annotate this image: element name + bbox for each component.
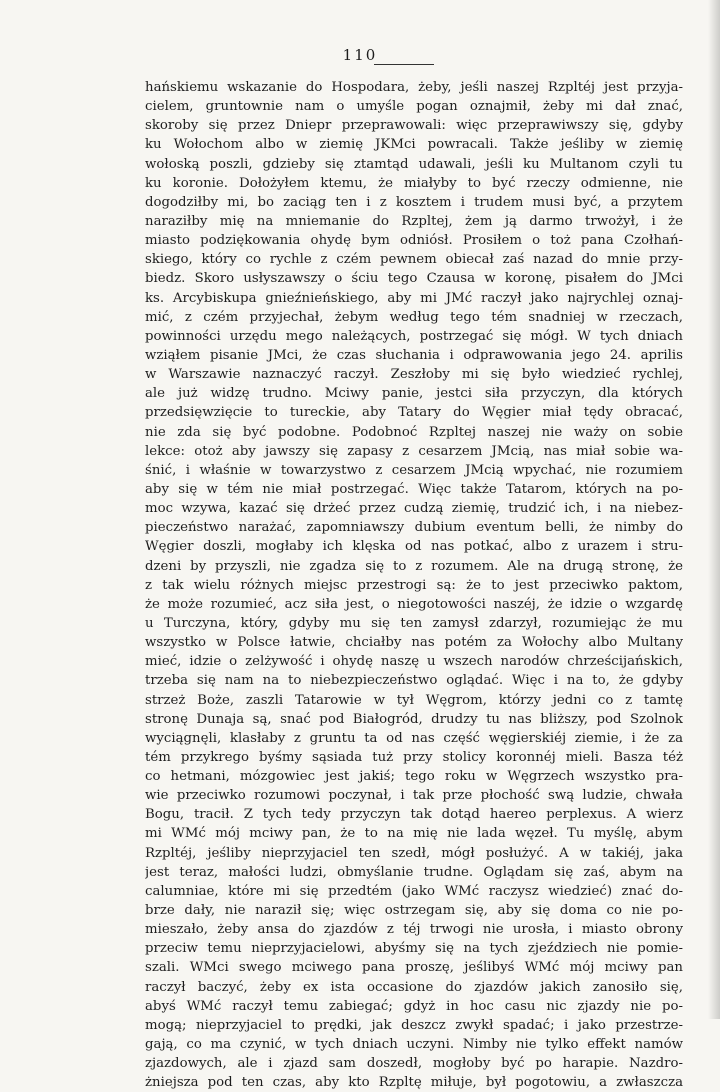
text-line: wszystko w Polsce łatwie, chciałby nas potém za Wołochy albo Multany	[145, 635, 683, 651]
text-line: trzeba się nam na to niebezpieczeństwo oglądać. Więc i na to, że gdyby	[145, 673, 683, 689]
text-line: wołoską poszli, gdzieby się ztamtąd udawali, jeśli ku Multanom czyli tu	[145, 156, 683, 172]
body-text	[145, 78, 683, 1092]
text-line: mieć, idzie o zelżywość i ohydę naszę u wszech narodów chrześcijańskich,	[145, 654, 683, 670]
text-line: abyś WMć raczył temu zabiegać; gdyż in hoc casu nic zjazdy nie po-	[145, 998, 683, 1014]
text-line: moc wzywa, kazać się drżeć przez cudzą ziemię, trudzić ich, i na niebez-	[145, 501, 683, 517]
header-rule	[374, 64, 434, 65]
text-line: skoroby się przez Dniepr przeprawowali: więc przeprawiwszy się, gdyby	[145, 118, 683, 134]
text-line: hańskiemu wskazanie do Hospodara, żeby, jeśli naszej Rzpltéj jest przyja-	[145, 80, 683, 95]
text-line: aby się w tém nie miał postrzegać. Więc także Tatarom, których na po-	[145, 481, 683, 497]
text-line: dzeni by przyszli, nie zgadza się to z rozumem. Ale na drugą stronę, że	[145, 558, 683, 574]
text-line: w Warszawie naznaczyć raczył. Zeszłoby mi się było wiedzieć rychlej,	[145, 367, 683, 383]
text-line: Bogu, tracił. Z tych tedy przyczyn tak dotąd haereo perplexus. A wierz	[145, 807, 683, 823]
text-line: mieszało, żeby ansa do zjazdów z téj trwogi nie urosła, i miasto obrony	[145, 922, 683, 938]
text-line: ks. Arcybiskupa gnieźnieńskiego, aby mi JMć raczył jako najrychlej oznaj-	[145, 290, 683, 306]
text-line: powinności urzędu mego należących, postrzegać się mógł. W tych dniach	[145, 328, 683, 344]
page-number: 110	[342, 46, 378, 64]
text-line: ale już widzę trudno. Mciwy panie, jestci siła przyczyn, dla których	[145, 386, 683, 402]
text-line: przeciw temu nieprzyjacielowi, abyśmy się na tych zjeździech nie pomie-	[145, 941, 683, 957]
text-line: żniejsza pod ten czas, aby kto Rzpltę miłuje, był pogotowiu, a zwłaszcza	[145, 1075, 683, 1091]
text-line: ku Wołochom albo w ziemię JKMci powracali. Także jeśliby w ziemię	[145, 137, 683, 153]
text-line: brze dały, nie naraził się; więc ostrzegam się, aby się doma co nie po-	[145, 903, 683, 919]
text-line: naraziłby mię na mniemanie do Rzpltej, żem ją darmo trwożył, i że	[145, 213, 683, 229]
text-line: co hetmani, mózgowiec jest jakiś; tego roku w Węgrzech wszystko pra-	[145, 769, 683, 785]
text-line: szali. WMci swego mciwego pana proszę, jeślibyś WMć mój mciwy pan	[145, 960, 683, 976]
text-line: lekce: otoż aby jawszy się zapasy z cesarzem JMcią, nas miał sobie wa-	[145, 443, 683, 459]
text-line: tém przykrego byśmy sąsiada tuż przy stolicy koronnéj mieli. Basza téż	[145, 749, 683, 765]
text-line: mi WMć mój mciwy pan, że to na mię nie lada węzeł. Tu myślę, abym	[145, 826, 683, 842]
text-line: pieczeństwo narażać, zapomniawszy dubium eventum belli, że nimby do	[145, 520, 683, 536]
text-line: stronę Dunaja są, snać pod Białogród, drudzy tu nas bliższy, pod Szolnok	[145, 711, 683, 727]
text-line: Węgier doszli, mogłaby ich klęska od nas potkać, albo z urazem i stru-	[145, 539, 683, 555]
text-line: że może rozumieć, acz siła jest, o niegotowości naszéj, że idzie o wzgardę	[145, 596, 683, 612]
text-line: śnić, i właśnie w towarzystwo z cesarzem JMcią wpychać, nie rozumiem	[145, 462, 683, 478]
text-line: wie przeciwko rozumowi poczynał, i tak prze płochość swą ludzie, chwała	[145, 788, 683, 804]
text-line: z tak wielu różnych miejsc przestrogi są: że to jest przeciwko paktom,	[145, 577, 683, 593]
text-line: raczył baczyć, żeby ex ista occasione do zjazdów jakich zanosiło się,	[145, 979, 683, 995]
scan-edge	[708, 0, 720, 1019]
text-line: wziąłem pisanie JMci, że czas słuchania i odprawowania jego 24. aprilis	[145, 347, 683, 363]
text-line: mić, z czém przyjechał, żebym według tego tém snadniej w rzeczach,	[145, 309, 683, 325]
text-line: mogą; nieprzyjaciel to prędki, jak deszcz zwykł spadać; i jako przestrze-	[145, 1017, 683, 1033]
text-line: biedz. Skoro usłyszawszy o ściu tego Czausa w koronę, pisałem do JMci	[145, 271, 683, 287]
text-line: calumniae, które mi się przedtém (jako WMć raczysz wiedzieć) znać do-	[145, 883, 683, 899]
text-line: cielem, gruntownie nam o umyśle pogan oznajmił, żeby mi dał znać,	[145, 99, 683, 115]
text-line: zjazdowych, ale i zjazd sam doszedł, mogłoby być po harapie. Nazdro-	[145, 1056, 683, 1072]
text-line: Rzpltéj, jeśliby nieprzyjaciel ten szedł, mógł posłużyć. A w takiéj, jaka	[145, 845, 683, 861]
text-line: jest teraz, małości ludzi, obmyślanie trudne. Oglądam się zaś, abym na	[145, 864, 683, 880]
text-line: dogodziłby mi, bo zaciąg ten i z kosztem i trudem musi być, a przytem	[145, 194, 683, 210]
text-line: nie zda się być podobne. Podobnoć Rzpltej naszej nie waży on sobie	[145, 424, 683, 440]
text-line: gają, co ma czynić, w tych dniach uczyni. Nimby nie tylko effekt namów	[145, 1037, 683, 1053]
text-line: przedsięwzięcie to tureckie, aby Tatary do Węgier miał tędy obracać,	[145, 405, 683, 421]
text-line: wyciągnęli, klasłaby z gruntu ta od nas część węgierskiéj ziemie, i że za	[145, 730, 683, 746]
text-line: u Turczyna, który, gdyby mu się ten zamysł zdarzył, rozumiejąc że mu	[145, 615, 683, 631]
text-line: miasto podziękowania ohydę bym odniósł. Prosiłem o toż pana Czołhań-	[145, 233, 683, 249]
text-line: skiego, który co rychle z czém pewnem obiecał zaś nazad do mnie przy-	[145, 252, 683, 268]
text-line: strzeż Boże, zaszli Tatarowie w tył Węgrom, którzy jedni co z tamtę	[145, 692, 683, 708]
text-line: ku koronie. Dołożyłem ktemu, że miałyby to być rzeczy odmienne, nie	[145, 175, 683, 191]
